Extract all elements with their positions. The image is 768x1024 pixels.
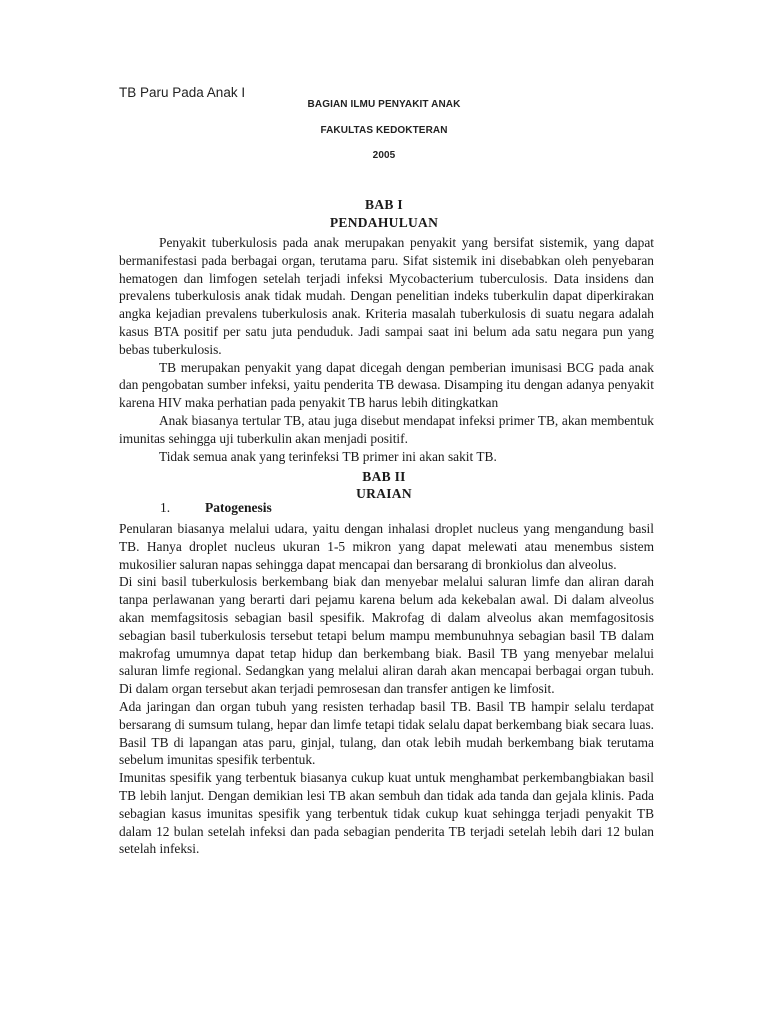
paragraph: Di sini basil tuberkulosis berkembang biak dan menyebar melalui saluran limfe dan aliran darah tanpa perlawanan yang berarti dari pejamu karena belum ada kekebalan awal. Di dalam alveolus akan memfagsitosis sebagian basil spesifik. Makrofag di dalam alveolus akan memfagositosis sebagian basil tuberkulosis tersebut tetapi belum mampu membunuhnya sebagian basil TB dalam makrofag umumnya dapat tetap hidup dan berkembang biak. Basil TB yang menyebar melalui saluran limfe regional. Sedangkan yang melalui aliran darah akan mencapai berbagai organ tubuh. Di dalam organ tersebut akan terjadi pemrosesan dan transfer antigen ke limfosit. — [119, 574, 654, 697]
paragraph: TB merupakan penyakit yang dapat dicegah dengan pemberian imunisasi BCG pada anak dan pengobatan sumber infeksi, yaitu penderita TB dewasa. Disamping itu dengan adanya penyakit karena HIV maka perhatian pada penyakit TB harus lebih ditingkatkan — [119, 359, 654, 411]
chapter-1-body — [119, 234, 654, 465]
chapter-2-title: URAIAN — [356, 486, 412, 501]
paragraph: Penularan biasanya melalui udara, yaitu dengan inhalasi droplet nucleus yang mengandung basil TB. Hanya droplet nucleus ukuran 1-5 mikron yang dapat melewati atau menembus sistem mukosilier saluran napas sehingga dapat mencapai dan bersarang di bronkiolus dan alveolus. — [119, 521, 654, 572]
year-line: 2005 — [372, 150, 396, 161]
paragraph: Imunitas spesifik yang terbentuk biasanya cukup kuat untuk menghambat perkembangbiakan basil TB lebih lanjut. Dengan demikian lesi TB akan sembuh dan tidak ada tanda dan gejala klinis. Pada sebagian kasus imunitas spesifik yang terbentuk tidak cukup kuat sehingga terjadi penyakit TB dalam 12 bulan setelah infeksi dan pada sebagian penderita TB terjadi setelah lebih dari 12 bulan setelah infeksi. — [119, 770, 654, 857]
chapter-2-label: BAB II — [362, 469, 406, 484]
chapter-1-title: PENDAHULUAN — [329, 215, 439, 230]
paragraph: Ada jaringan dan organ tubuh yang resisten terhadap basil TB. Basil TB hampir selalu terdapat bersarang di sumsum tulang, hepar dan limfe tetapi tidak selalu dapat berkembang biak secara luas. Basil TB di lapangan atas paru, ginjal, tulang, dan otak lebih mudah berkembang biak terutama sebelum imunitas spesifik terbentuk. — [119, 698, 654, 768]
chapter-2-body — [119, 520, 654, 858]
paragraph: Anak biasanya tertular TB, atau juga disebut mendapat infeksi primer TB, akan membentuk imunitas sehingga uji tuberkulin akan menjadi positif. — [119, 412, 654, 446]
running-title: TB Paru Pada Anak I — [119, 85, 246, 100]
institution-line: BAGIAN ILMU PENYAKIT ANAK — [307, 99, 461, 110]
section-heading — [160, 500, 272, 516]
paragraph: Penyakit tuberkulosis pada anak merupakan penyakit yang bersifat sistemik, yang dapat bermanifestasi pada berbagai organ, terutama paru. Sifat sistemik ini disebabkan oleh penyebaran hematogen dan limfogen setelah terjadi infeksi Mycobacterium tuberculosis. Data insidens dan prevalens tuberkulosis anak tidak mudah. Dengan penelitian indeks tuberkulin dapat diperkirakan angka kejadian prevalens tuberkulosis anak. Kriteria masalah tuberkulosis di suatu negara adalah kasus BTA positif per satu juta penduduk. Jadi sampai saat ini belum ada satu negara pun yang bebas tuberkulosis. — [119, 235, 654, 357]
section-number: 1. — [160, 500, 171, 515]
section-title: Patogenesis — [205, 500, 272, 515]
chapter-1-label: BAB I — [365, 197, 403, 212]
paragraph: Tidak semua anak yang terinfeksi TB primer ini akan sakit TB. — [159, 448, 497, 464]
faculty-line: FAKULTAS KEDOKTERAN — [320, 125, 448, 136]
